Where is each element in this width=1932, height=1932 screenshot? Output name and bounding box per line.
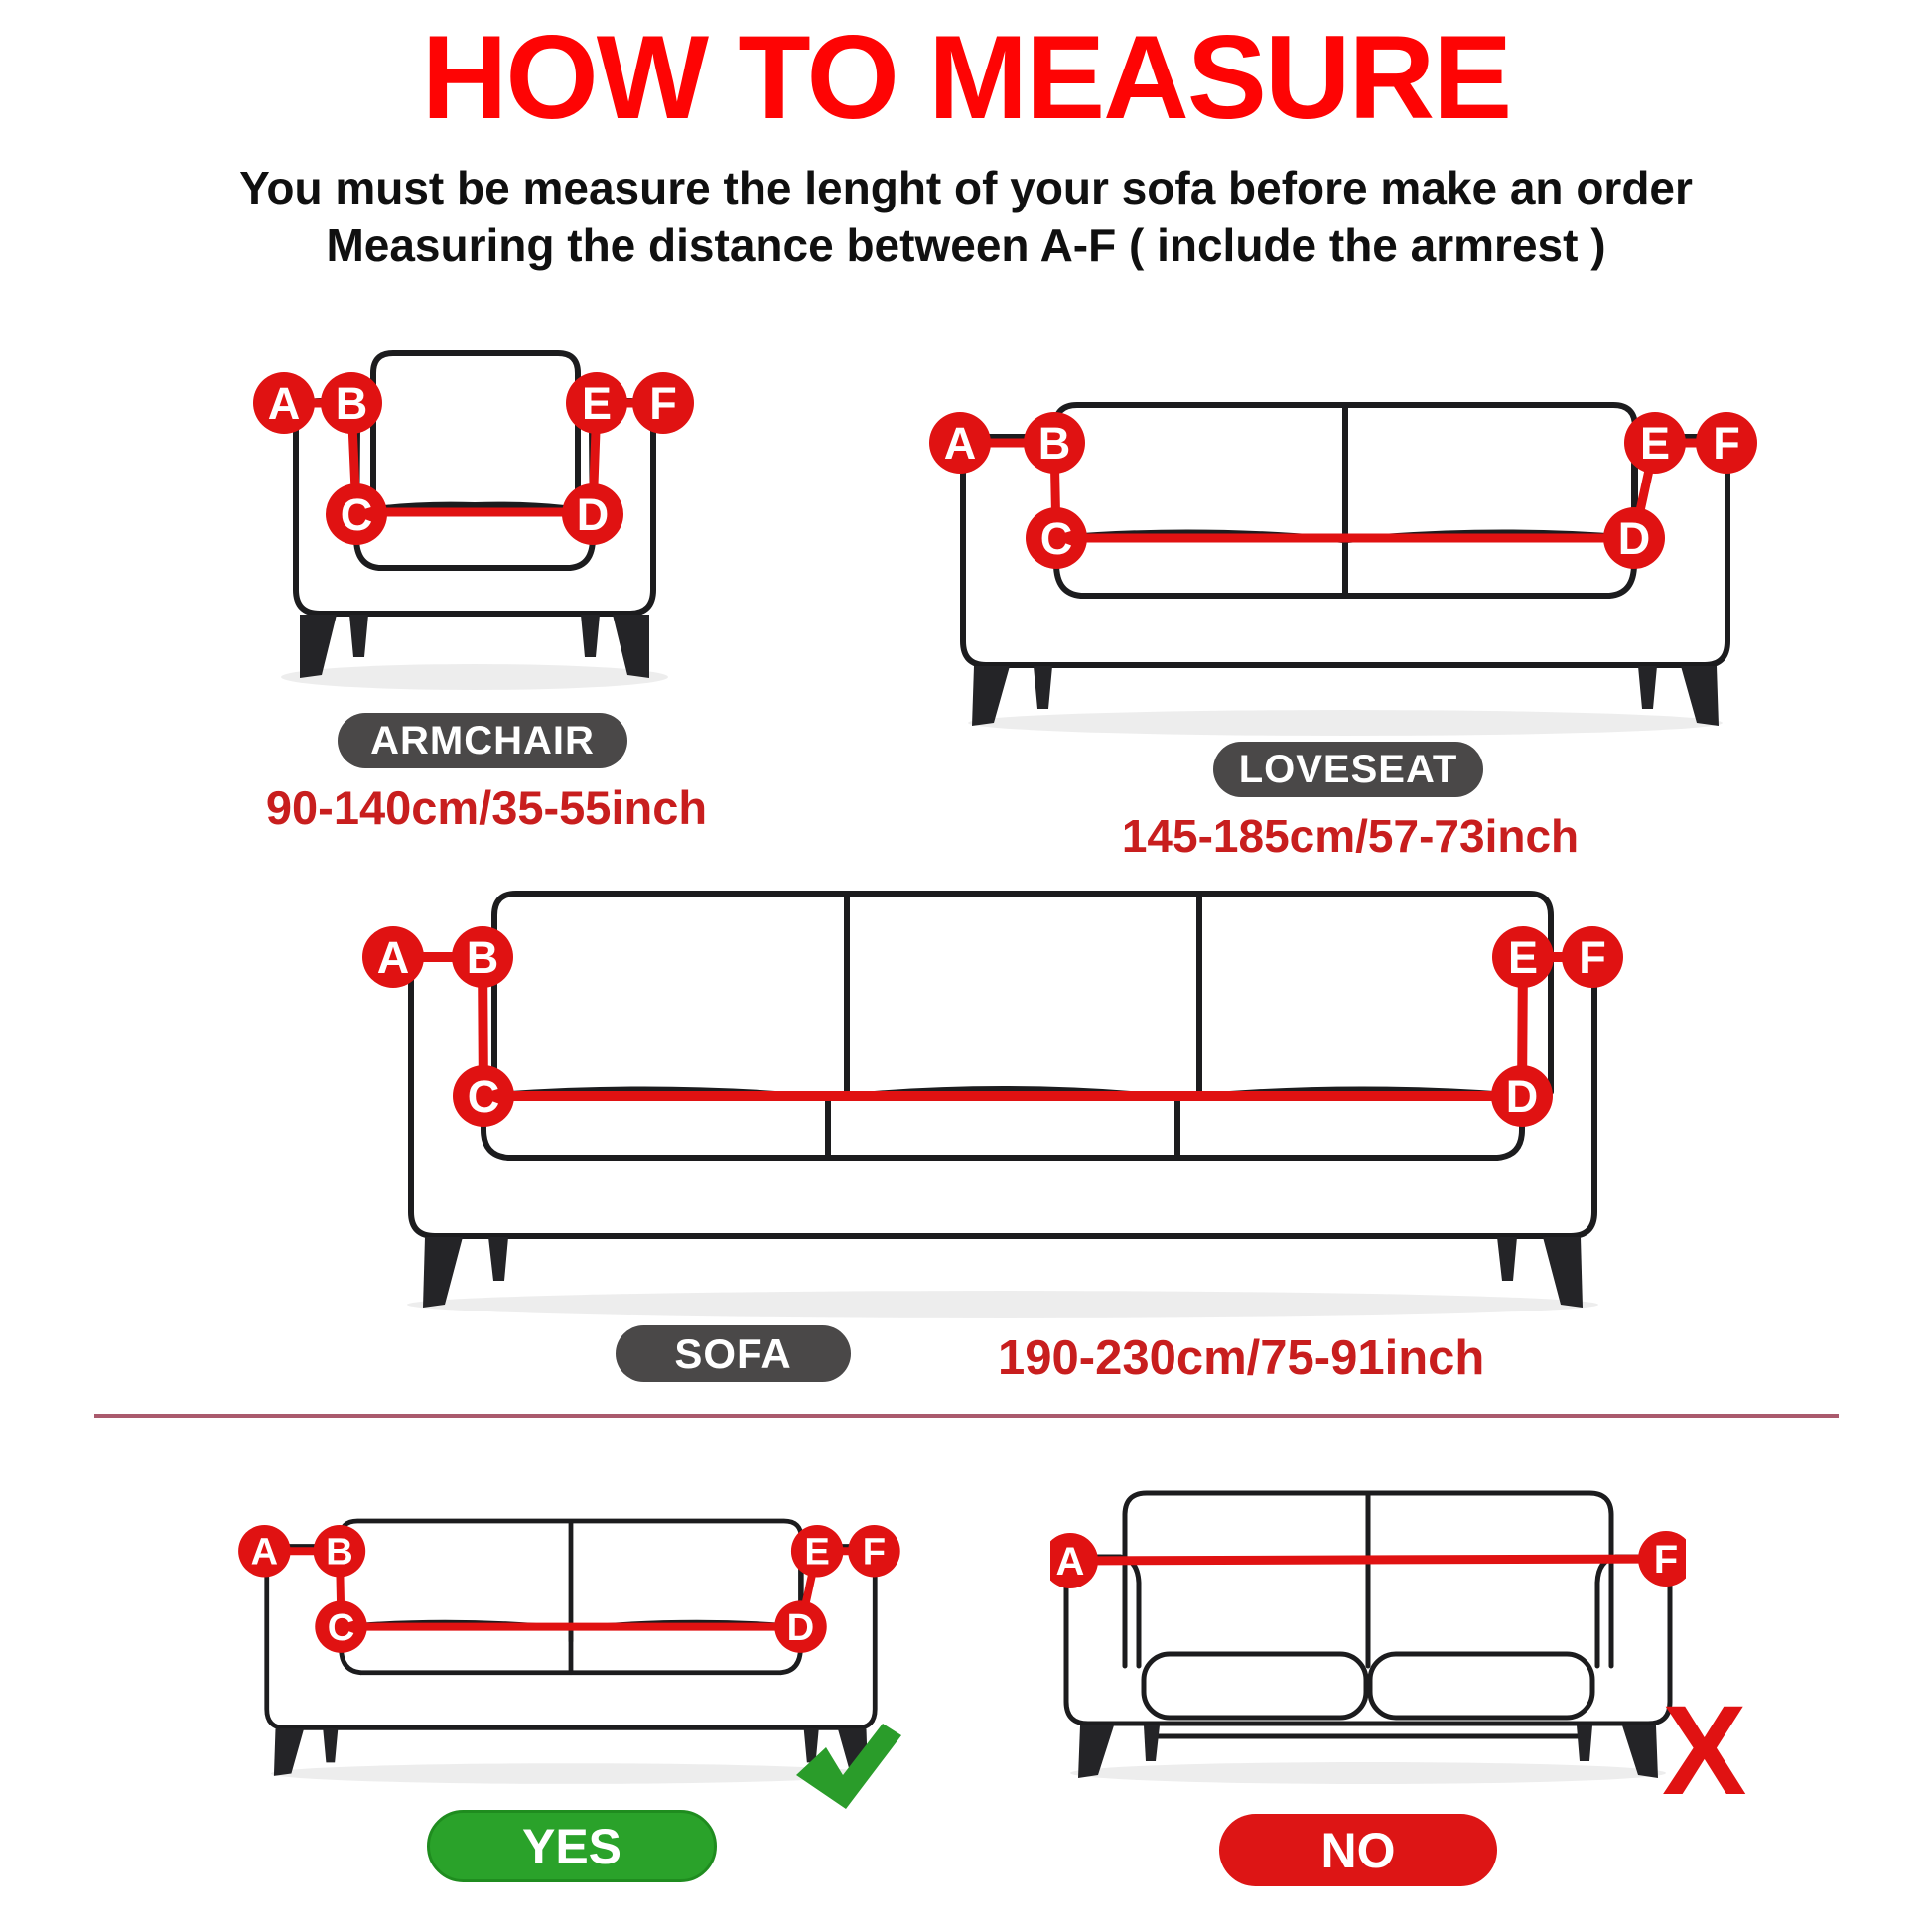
sofa-label-pill bbox=[616, 1325, 851, 1382]
measure-point-a: A bbox=[1055, 1540, 1085, 1584]
measure-point-a: A bbox=[250, 1530, 279, 1574]
loveseat-leg bbox=[1681, 666, 1719, 726]
yes-sofa-leg bbox=[323, 1728, 338, 1762]
sofa-back bbox=[494, 894, 1551, 1092]
measure-point-f: F bbox=[862, 1530, 887, 1574]
loveseat-leg bbox=[1638, 666, 1657, 709]
no-label: NO bbox=[1320, 1822, 1396, 1878]
loveseat-diagram bbox=[908, 318, 1782, 755]
armchair-label: ARMCHAIR bbox=[370, 718, 595, 762]
no-sofa-leg bbox=[1577, 1725, 1592, 1761]
measure-point-f: F bbox=[1713, 418, 1740, 469]
armchair-shadow bbox=[281, 664, 668, 690]
sofa-leg bbox=[1543, 1237, 1583, 1308]
yes-pill bbox=[427, 1810, 717, 1882]
yes-sofa-shadow bbox=[271, 1763, 872, 1784]
no-sofa-leg bbox=[1144, 1725, 1160, 1761]
measure-point-d: D bbox=[786, 1606, 815, 1650]
armchair-back-cushion bbox=[373, 353, 578, 522]
measure-point-b: B bbox=[466, 932, 499, 983]
measure-point-b: B bbox=[335, 378, 368, 429]
loveseat-range: 145-185cm/57-73inch bbox=[1121, 810, 1580, 862]
check-icon bbox=[794, 1724, 905, 1811]
measure-point-b: B bbox=[1037, 418, 1071, 469]
measure-point-d: D bbox=[1505, 1071, 1539, 1122]
measure-point-e: E bbox=[1639, 418, 1671, 469]
measure-point-a: A bbox=[943, 418, 977, 469]
loveseat-label: LOVESEAT bbox=[1238, 747, 1458, 791]
measure-point-a: A bbox=[267, 378, 301, 429]
sofa-leg bbox=[1497, 1237, 1517, 1281]
sofa-range: 190-230cm/75-91inch bbox=[998, 1331, 1485, 1385]
measure-point-c: C bbox=[327, 1606, 355, 1650]
x-mark-icon: X bbox=[1662, 1680, 1747, 1822]
no-sofa-seat-cushion bbox=[1370, 1654, 1592, 1718]
measure-point-b: B bbox=[326, 1530, 353, 1574]
measure-point-c: C bbox=[340, 489, 373, 540]
loveseat-leg bbox=[972, 666, 1010, 726]
measure-point-a: A bbox=[376, 932, 410, 983]
armchair-leg bbox=[349, 615, 368, 657]
yes-label: YES bbox=[521, 1818, 622, 1874]
armchair-leg bbox=[581, 615, 600, 657]
measure-point-c: C bbox=[467, 1071, 500, 1122]
no-example-diagram bbox=[1050, 1477, 1686, 1785]
armchair-diagram bbox=[238, 318, 715, 695]
section-divider bbox=[94, 1414, 1839, 1418]
measure-point-e: E bbox=[1507, 932, 1539, 983]
loveseat-leg bbox=[1034, 666, 1052, 709]
measure-point-f: F bbox=[649, 378, 677, 429]
sofa-back-splits bbox=[847, 896, 1199, 1092]
page-title: HOW TO MEASURE bbox=[421, 11, 1511, 144]
loveseat-label-pill bbox=[1213, 742, 1483, 797]
measure-point-f: F bbox=[1579, 932, 1606, 983]
measure-point-d: D bbox=[576, 489, 610, 540]
armchair-range: 90-140cm/35-55inch bbox=[265, 781, 708, 834]
measure-point-d: D bbox=[1617, 513, 1651, 564]
yes-sofa-leg bbox=[274, 1728, 304, 1776]
no-sofa-shadow bbox=[1070, 1762, 1666, 1784]
no-pill bbox=[1219, 1814, 1497, 1886]
loveseat-shadow bbox=[968, 710, 1723, 736]
measure-point-e: E bbox=[804, 1530, 830, 1574]
sofa-diagram bbox=[338, 874, 1648, 1320]
subtitle bbox=[0, 159, 1932, 274]
subtitle-line-1: You must be measure the lenght of your sofa before make an order bbox=[239, 162, 1693, 213]
sofa-measure-lines bbox=[393, 957, 1592, 1096]
subtitle-line-2: Measuring the distance between A-F ( include the armrest ) bbox=[326, 219, 1606, 271]
measure-point-e: E bbox=[581, 378, 613, 429]
measure-point-c: C bbox=[1039, 513, 1073, 564]
no-sofa-seat-cushion bbox=[1144, 1654, 1366, 1718]
sofa-label: SOFA bbox=[674, 1329, 792, 1377]
sofa-leg bbox=[488, 1237, 508, 1281]
armchair-label-pill bbox=[338, 713, 627, 768]
measure-point-f: F bbox=[1653, 1538, 1679, 1582]
sofa-shadow bbox=[407, 1291, 1598, 1318]
sofa-leg bbox=[423, 1237, 463, 1308]
no-measure-line bbox=[1070, 1559, 1666, 1561]
